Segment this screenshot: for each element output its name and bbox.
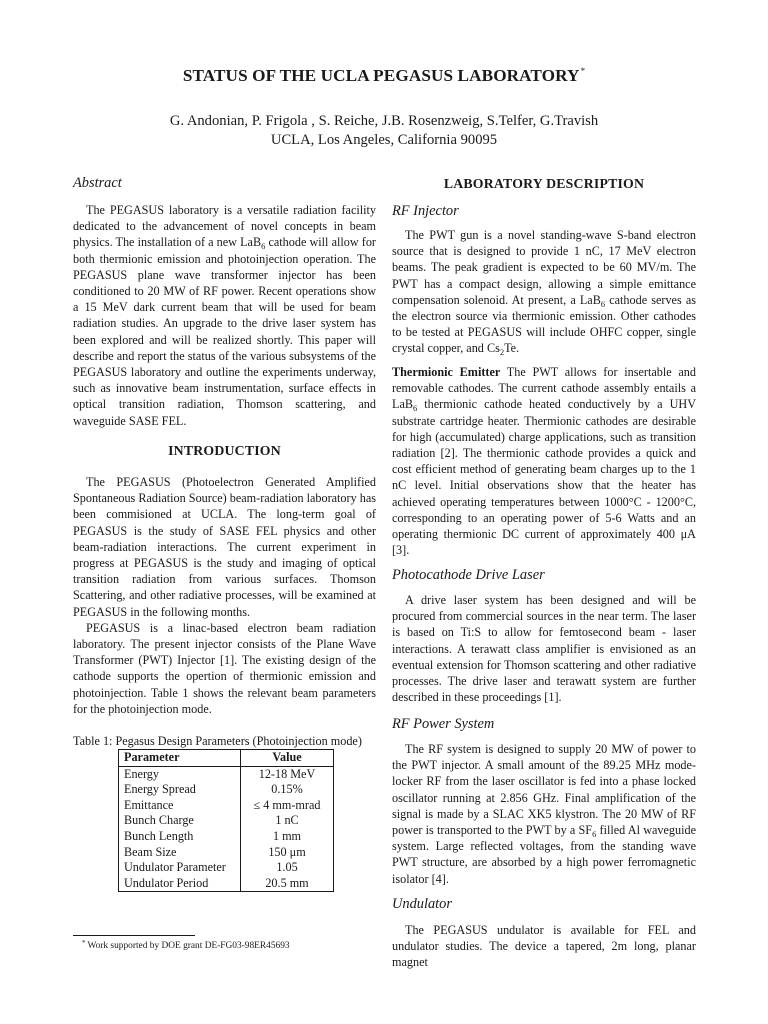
rf-power-heading: RF Power System [392, 716, 495, 732]
table-header-parameter: Parameter [119, 750, 241, 767]
table-cell-value: 1 mm [272, 828, 302, 843]
abstract-heading: Abstract [73, 175, 122, 191]
thermionic-emitter-paragraph: Thermionic Emitter The PWT allows for insertable and removable cathodes. The current cathode assembly entails a LaB$_6$ thermionic cathode heated conductively by a UHV substrate cartridge heater. Thermionic cathodes are desirable for high (accumulated) charge applications, such as transition radiation [2]. The thermionic cathode provides a quick and cost efficient method of generating beam charges up to the 1 nC level. Initial observations show that the heater has achieved operating temperatures between 1000°C - 1200°C, corresponding to an operating power of 5-6 Watts and an operating thermionic DC current of approximately 400 μA [3]. [392, 365, 696, 558]
table-cell-value: 1.05 [276, 860, 298, 875]
footnote-rule [73, 935, 195, 936]
paper-title: STATUS OF THE UCLA PEGASUS LABORATORY* [182, 66, 586, 85]
table-cell-parameter: Undulator Period [119, 876, 241, 892]
rf-injector-paragraph: The PWT gun is a novel standing-wave S-band electron source that is designed to provide 1 nC, 17 MeV electron beams. The peak gradient is expected to be 60 MV/m. The PWT has a compact design, allowing a simple emittance compensation solenoid. At present, a LaB$_6$ cathode serves as the electron source via thermionic emission. Other cathodes to be tested at PEGASUS will include OHFC copper, single crystal copper, and $Cs_2Te$. [392, 228, 696, 358]
undulator-body [392, 922, 696, 971]
table-row [119, 876, 334, 892]
rf-power-paragraph: The RF system is designed to supply 20 MW of power to the PWT injector. A small amount of the 89.25 MHz mode-locker RF from the laser oscillator is fed into a phase locked oscillator running at 2.856 GHz. Final amplification of the signal is made by a SLAC XK5 klystron. The 20 MW of RF power is transported to the PWT by a $SF_6$ filled Al waveguide system. Large reflected voltages, from the standing wave PWT structure, are absorbed by a high power ferromagnetic isolator [4]. [392, 742, 696, 886]
drive-laser-body [392, 592, 696, 705]
thermionic-emitter-heading: Thermionic Emitter [392, 365, 501, 379]
table-cell-parameter: Energy Spread [119, 782, 241, 798]
table-row [119, 860, 334, 876]
author-block [0, 112, 768, 150]
table-cell-value: 1 nC [275, 813, 299, 828]
table-cell-parameter: Undulator Parameter [119, 860, 241, 876]
footnote [82, 939, 290, 951]
abstract-paragraph: The PEGASUS laboratory is a versatile radiation facility dedicated to the advancement of novel concepts in beam physics. The installation of a new LaB$_6$ cathode will allow for both thermionic emission and photoinjection operation. The PEGASUS plane wave transformer injector has been conditioned to 20 MW of RF power. Recent operations show a 15 MeV dark current beam that will be used for beam radiation studies. An upgrade to the drive laser system has been explored and will be realized shortly. This paper will describe and report the status of the various subsystems of the PEGASUS laboratory and outline the experiments underway, such as innovative beam instrumentation, surface effects in optical transition radiation, Thomson scattering, and waveguide SASE FEL. [73, 203, 376, 428]
drive-laser-heading: Photocathode Drive Laser [392, 567, 545, 583]
table-cell-value: ≤ 4 mm-mrad [253, 797, 321, 812]
table-cell-parameter: Bunch Charge [119, 813, 241, 829]
rf-injector-body [392, 227, 696, 357]
table-row [119, 766, 334, 782]
table-cell-parameter: Beam Size [119, 845, 241, 861]
undulator-paragraph: The PEGASUS undulator is available for FEL and undulator studies. The device a tapered, 2m long, planar magnet [392, 923, 696, 970]
table-cell-parameter: Emittance [119, 798, 241, 814]
table-cell-value: 20.5 mm [265, 875, 309, 890]
rf-injector-heading: RF Injector [392, 203, 459, 219]
rf-power-body [392, 741, 696, 887]
table-row [119, 813, 334, 829]
abstract-body [73, 202, 376, 429]
title-footnote-mark: * [580, 66, 586, 76]
table-caption: Table 1: Pegasus Design Parameters (Photoinjection mode) [73, 734, 362, 748]
author-list: G. Andonian, P. Frigola , S. Reiche, J.B. Rosenzweig, S.Telfer, G.Travish [169, 113, 599, 129]
undulator-heading: Undulator [392, 896, 452, 912]
table-row [119, 782, 334, 798]
table-row [119, 829, 334, 845]
table-cell-parameter: Energy [119, 766, 241, 782]
table-header-row [119, 750, 334, 767]
introduction-body [73, 474, 376, 717]
table-cell-value: 0.15% [271, 782, 303, 797]
table-row [119, 798, 334, 814]
introduction-paragraph-1: The PEGASUS (Photoelectron Generated Amplified Spontaneous Radiation Source) beam-radiation laboratory has been commisioned at UCLA. The long-term goal of PEGASUS is the study of SASE FEL physics and other beam-radiation interactions. The current experiment in progress at PEGASUS is the study and imaging of optical transition radiation from various surfaces. Thomson Scattering, and other radiative processes, will be examined at PEGASUS in the following months. [73, 475, 376, 619]
lab-description-heading: LABORATORY DESCRIPTION [443, 176, 645, 191]
table-row [119, 845, 334, 861]
table-cell-parameter: Bunch Length [119, 829, 241, 845]
affiliation: UCLA, Los Angeles, California 90095 [270, 132, 498, 148]
footnote-mark: * [82, 939, 86, 947]
table-header-value: Value [241, 750, 334, 767]
table-cell-value: 12-18 MeV [258, 766, 316, 781]
parameters-table [118, 749, 334, 892]
footnote-text: Work supported by DOE grant DE-FG03-98ER45693 [87, 941, 290, 951]
drive-laser-paragraph: A drive laser system has been designed and will be procured from commercial sources in the near term. The laser is based on Ti:S to allow for femtosecond beam - laser interactions. A terawatt class amplifier is envisioned as an eventual extension for Thomson scattering and other radiative processes. The drive laser and terawatt system are further described in these proceedings [1]. [392, 593, 696, 705]
introduction-heading: INTRODUCTION [168, 443, 281, 458]
table-cell-value: 150 μm [268, 844, 306, 859]
introduction-paragraph-2: PEGASUS is a linac-based electron beam radiation laboratory. The present injector consists of the Plane Wave Transformer (PWT) Injector [1]. The existing design of the cathode supports the opertion of thermionic emission and photoinjection. Table 1 shows the relevant beam parameters for the photoinjection mode. [73, 620, 376, 716]
thermionic-emitter-body [392, 364, 696, 558]
